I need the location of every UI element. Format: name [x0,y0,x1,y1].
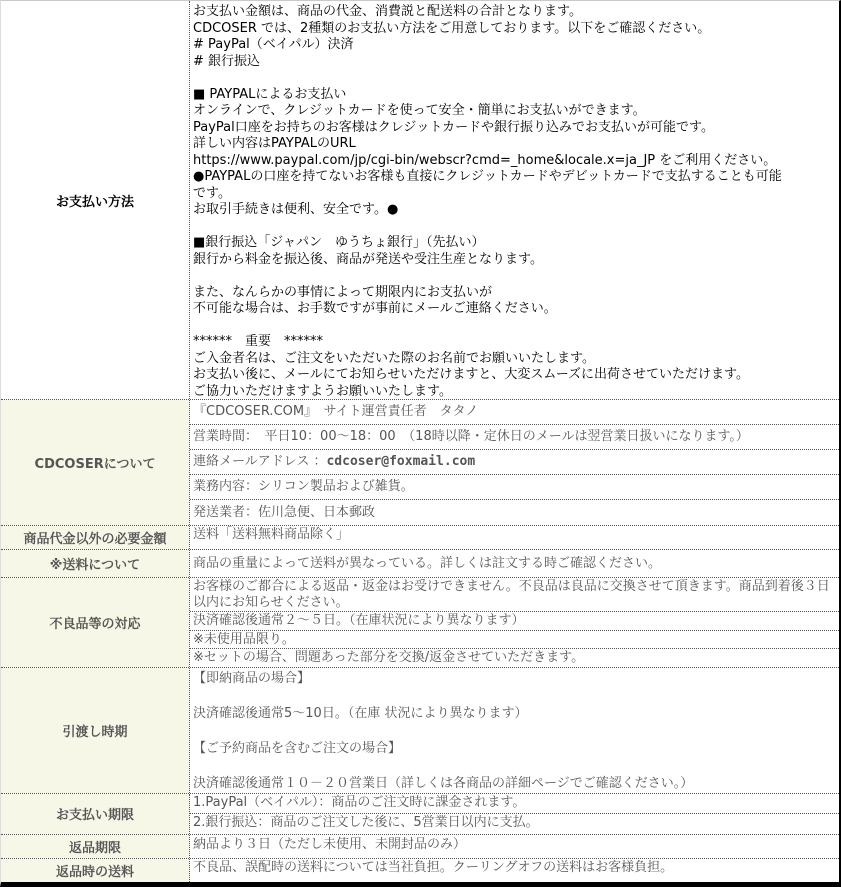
contact-email-label: 連絡メールアドレス ： [193,454,327,470]
text-line: 銀行から料金を振込後、商品が発送や受注生産となります。 [193,251,543,267]
sub-row: お客様のご都合による返品・返金はお受けできません。不良品は良品に交換させて頂きます。商品到着後３日以内にお知らせください。 [190,578,839,612]
table-row [1,668,839,794]
sub-row: ※未使用品限り。 [190,631,839,650]
sub-row: 業務内容：シリコン製品および雑貨。 [190,475,839,500]
table-row [1,550,839,578]
text-line: # 銀行振込 [193,53,261,69]
text-line [193,318,837,335]
row-content [190,578,839,667]
row-content [190,859,839,882]
table-row [1,835,839,859]
text-line: 決済確認後通常１０－２０営業日（詳しくは各商品の詳細ページでご確認ください。） [193,776,694,792]
text-line: 詳しい内容はPAYPALのURL [193,136,356,151]
sub-row [190,450,839,475]
sub-row: 送料「送料無料商品除く」 [193,527,350,542]
row-content [190,400,839,525]
row-header: 引渡し時期 [1,668,190,793]
sub-row: 納品より３日（ただし未使用、未開封品のみ） [193,836,467,852]
row-header: CDCOSERについて [1,400,190,525]
row-header: 商品代金以外の必要金額 [1,526,190,549]
row-content [190,1,839,399]
row-header: お支払い方法 [1,1,190,399]
text-line [193,722,837,740]
row-content [190,550,839,577]
table-row [1,526,839,550]
sub-row: 『CDCOSER.COM』 サイト運営責任者 タタノ [190,400,839,425]
text-line: CDCOSER では、2種類のお支払い方法をご用意しております。以下をご確認ください。 [193,20,711,36]
text-line: 不可能な場合は、お手数ですが事前にメールご連絡ください。 [193,301,557,316]
sub-row: 決済確認後通常２～５日。（在庫状況により異なります） [190,612,839,631]
contact-email: cdcoser@foxmail.com [326,454,476,470]
table-row [1,794,839,835]
sub-row: 1.PayPal（ベイパル）：商品のご注文時に課金されます。 [190,794,839,814]
text-line: ご入金者名は、ご注文をいただいた際のお名前でお願いいたします。 [193,350,595,366]
row-header: 返品期限 [1,835,190,858]
row-content [190,668,839,793]
sub-row: 商品の重量によって送料が異なっている。詳しくは註文する時ご確認ください。 [193,555,662,571]
table-row [1,400,839,526]
text-line: PayPal口座をお持ちのお客様はクレジットカードや銀行振り込みでお支払いが可能です。 [193,119,714,135]
row-header: 返品時の送料 [1,859,190,882]
text-line: 【ご予約商品を含むご注文の場合】 [193,740,402,756]
row-header: お支払い期限 [1,794,190,834]
text-line: です。 [193,185,231,201]
text-line: また、なんらかの事情によって期限内にお支払いが [193,284,493,300]
text-line: # PayPal（ベイパル）決済 [193,37,354,52]
row-content [190,794,839,834]
text-line: 【即納商品の場合】 [193,670,311,686]
text-line: ●PAYPALの口座を持てないお客様も直接にクレジットカードやデビットカードで支払することも可能 [193,169,782,184]
text-line: ご協力いただけますようお願いいたします。 [193,383,452,399]
row-header: ※送料について [1,550,190,577]
text-line: オンラインで、クレジットカードを使って安全・簡単にお支払いができます。 [193,103,646,118]
row-content [190,526,839,549]
sub-row: 2.銀行振込：商品のご注文した後に、5営業日以内に支払。 [193,814,539,830]
text-line: お支払い金額は、商品の代金、消費説と配送料の合計となります。 [193,4,582,19]
text-line [193,687,837,705]
text-line: ■ PAYPALによるお支払い [193,86,347,102]
sub-row: 営業時間： 平日10：00～18：00 （18時以降・定休日のメールは翌営業日扱いになります。） [190,425,839,450]
text-line [193,219,837,236]
text-line [193,70,837,87]
text-line: 決済確認後通常5～10日。（在庫 状況により異なります） [193,705,528,721]
sub-row: 不良品、誤配時の送料については当社負担。クーリングオフの送料はお客様負担。 [193,859,674,875]
row-header: 不良品等の対応 [1,578,190,667]
text-line: ■銀行振込「ジャパン ゆうちょ銀行」（先払い） [193,235,485,250]
text-line: ****** 重要 ****** [193,334,324,349]
text-line [193,268,837,285]
text-line: お支払い後に、メールにてお知らせいただけますと、大変スムーズに出荷させていただけます。 [193,367,750,382]
row-content [190,835,839,858]
sub-row: ※セットの場合、問題あった部分を交換/返金させていただきます。 [193,650,585,665]
table-row [1,578,839,668]
text-line [193,757,837,775]
table-row [1,1,839,400]
text-line: お取引手続きは便利、安全です。● [193,202,399,217]
table-row [1,859,839,882]
sub-row: 発送業者：佐川急便、日本郵政 [193,504,376,520]
text-line: https://www.paypal.com/jp/cgi-bin/webscr?cmd=_home&locale.x=ja_JP をご利用ください。 [193,152,777,168]
